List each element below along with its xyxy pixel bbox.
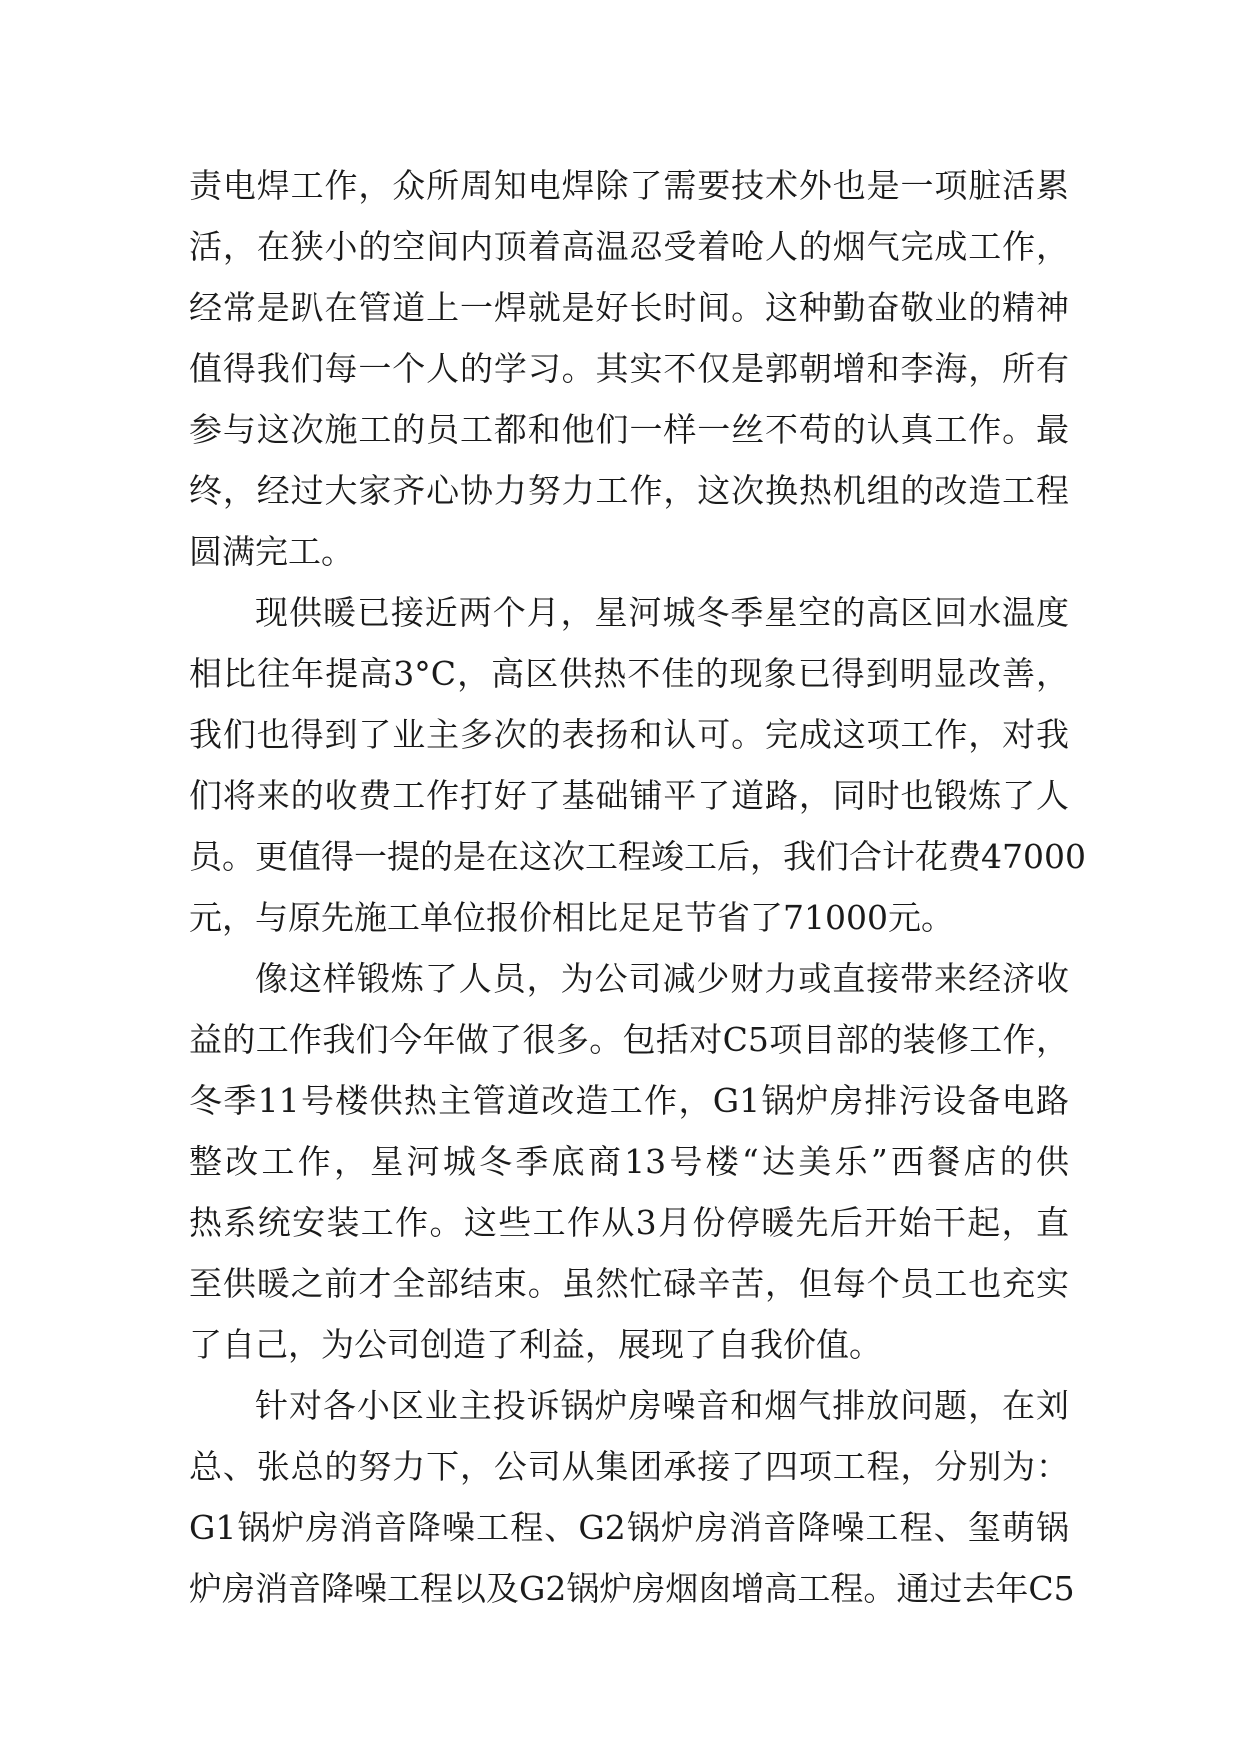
text-line: 责电焊工作，众所周知电焊除了需要技术外也是一项脏活累 (189, 166, 1069, 205)
text-line: 员。更值得一提的是在这次工程竣工后，我们合计花费47000 (189, 837, 1086, 876)
text-line: 至供暖之前才全部结束。虽然忙碌辛苦，但每个员工也充实 (189, 1264, 1069, 1303)
text-line: G1锅炉房消音降噪工程、G2锅炉房消音降噪工程、玺萌锅 (189, 1508, 1069, 1547)
text-line: 元，与原先施工单位报价相比足足节省了71000元。 (189, 898, 954, 937)
text-line: 热系统安装工作。这些工作从3月份停暖先后开始干起，直 (189, 1203, 1069, 1242)
text-line: 终，经过大家齐心协力努力工作，这次换热机组的改造工程 (189, 471, 1069, 510)
text-line: 参与这次施工的员工都和他们一样一丝不苟的认真工作。最 (189, 410, 1069, 449)
text-line: 值得我们每一个人的学习。其实不仅是郭朝增和李海，所有 (189, 349, 1069, 388)
text-line: 活，在狭小的空间内顶着高温忍受着呛人的烟气完成工作， (189, 227, 1069, 266)
text-line: 总、张总的努力下，公司从集团承接了四项工程，分别为： (189, 1447, 1069, 1486)
paragraph (189, 582, 1086, 948)
text-line: 益的工作我们今年做了很多。包括对C5项目部的装修工作， (189, 1020, 1069, 1059)
text-line: 经常是趴在管道上一焊就是好长时间。这种勤奋敬业的精神 (189, 288, 1069, 327)
paragraph (189, 948, 1069, 1375)
text-line: 相比往年提高3°C，高区供热不佳的现象已得到明显改善， (189, 654, 1069, 693)
text-line: 现供暖已接近两个月，星河城冬季星空的高区回水温度 (255, 593, 1069, 632)
text-line: 圆满完工。 (189, 532, 354, 571)
body-text (189, 155, 1086, 1619)
text-line: 针对各小区业主投诉锅炉房噪音和烟气排放问题，在刘 (255, 1386, 1069, 1425)
text-line: 冬季11号楼供热主管道改造工作，G1锅炉房排污设备电路 (189, 1081, 1069, 1120)
text-line: 炉房消音降噪工程以及G2锅炉房烟囱增高工程。通过去年C5 (189, 1569, 1075, 1608)
text-line: 我们也得到了业主多次的表扬和认可。完成这项工作，对我 (189, 715, 1069, 754)
paragraph (189, 1375, 1075, 1619)
text-line: 像这样锻炼了人员，为公司减少财力或直接带来经济收 (255, 959, 1069, 998)
text-line: 们将来的收费工作打好了基础铺平了道路，同时也锻炼了人 (189, 776, 1069, 815)
paragraph (189, 155, 1069, 582)
text-line: 了自己，为公司创造了利益，展现了自我价值。 (189, 1325, 882, 1364)
text-line: 整改工作，星河城冬季底商13号楼“达美乐”西餐店的供 (189, 1142, 1069, 1181)
